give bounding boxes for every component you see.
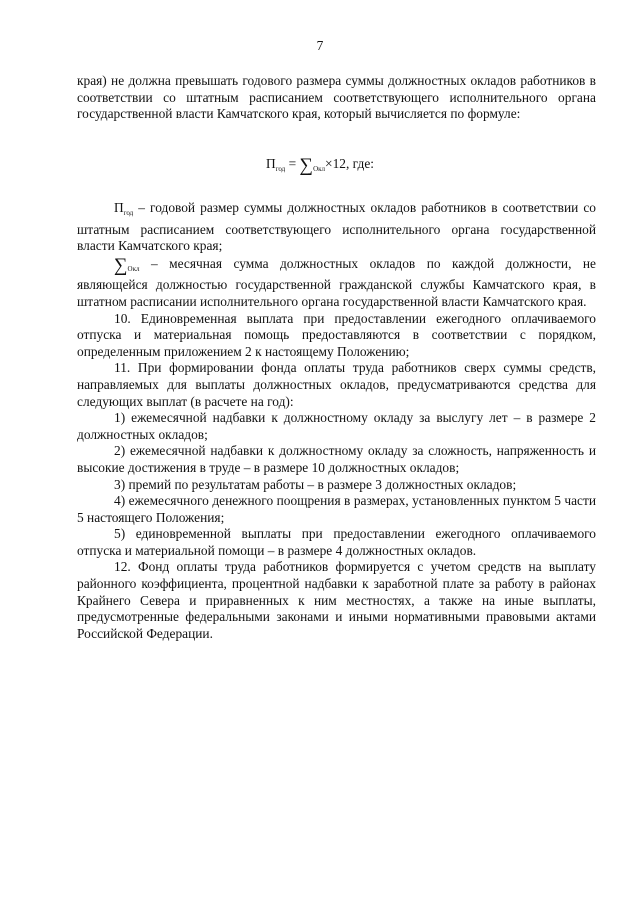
def1-subscript: год <box>123 209 134 217</box>
intro-block <box>77 73 596 123</box>
list-item-2: 2) ежемесячной надбавки к должностному окладу за сложность, напряженность и высокие достижения в труде – в размере 10 должностных окладов; <box>77 443 596 475</box>
def2-sigma: ∑ <box>114 254 128 276</box>
def1-text: – годовой размер суммы должностных окладов работников в соответствии со штатным расписанием соответствующего исполнительного органа государственной власти Камчатского края; <box>77 200 596 254</box>
intro-paragraph: края) не должна превышать годового размера суммы должностных окладов работников в соответствии со штатным расписанием соответствующего исполнительного органа государственной власти Камчатского края, который вычисляется по формуле: <box>77 73 596 122</box>
definitions-and-items <box>77 200 596 642</box>
paragraph-11: 11. При формировании фонда оплаты труда работников сверх суммы средств, направляемых для выплаты должностных окладов, предусматриваются средства для следующих выплат (в расчете на год): <box>77 360 596 409</box>
def1-symbol: П <box>114 200 124 215</box>
paragraph-10: 10. Единовременная выплата при предоставлении ежегодного оплачиваемого отпуска и материальная помощь предоставляются в соответствии с порядком, определенным приложением 2 к настоящему Положению; <box>77 310 596 359</box>
formula-suffix: , где: <box>345 156 374 171</box>
paragraph-12: 12. Фонд оплаты труда работников формируется с учетом средств на выплату районного коэффициента, процентной надбавки к заработной плате за работу в районах Крайнего Севера и приравненных к ним местностях, а также на иные выплаты, предусмотренные федеральными законами и иными нормативными правовыми актами Российской Федерации. <box>77 559 596 641</box>
page-number: 7 <box>316 38 324 53</box>
def2-subscript: Окл <box>127 264 140 273</box>
list-item-3: 3) премий по результатам работы – в размере 3 должностных окладов; <box>114 476 517 492</box>
list-item-4: 4) ежемесячного денежного поощрения в размерах, установленных пунктом 5 части 5 настоящего Положения; <box>77 493 596 525</box>
formula-equals: = <box>288 156 297 171</box>
list-item-5: 5) единовременной выплаты при предоставлении ежегодного оплачиваемого отпуска и материальной помощи – в размере 4 должностных окладов. <box>77 526 596 558</box>
definition-monthly <box>77 256 596 311</box>
formula-lhs-subscript: год <box>275 165 286 173</box>
formula-sum-subscript: Окл <box>313 165 326 173</box>
formula-lhs: П <box>266 156 276 171</box>
list-item-1: 1) ежемесячной надбавки к должностному окладу за выслугу лет – в размере 2 должностных окладов; <box>77 410 596 442</box>
formula-times: ×12 <box>325 156 346 171</box>
definition-annual <box>77 200 596 255</box>
def2-text: – месячная сумма должностных окладов по каждой должности, не являющейся должностью государственной гражданской службы Камчатского края, в штатном расписании исполнительного органа государственной власти Камчатского края. <box>77 255 596 309</box>
formula <box>0 156 640 178</box>
formula-sigma: ∑ <box>299 155 314 176</box>
